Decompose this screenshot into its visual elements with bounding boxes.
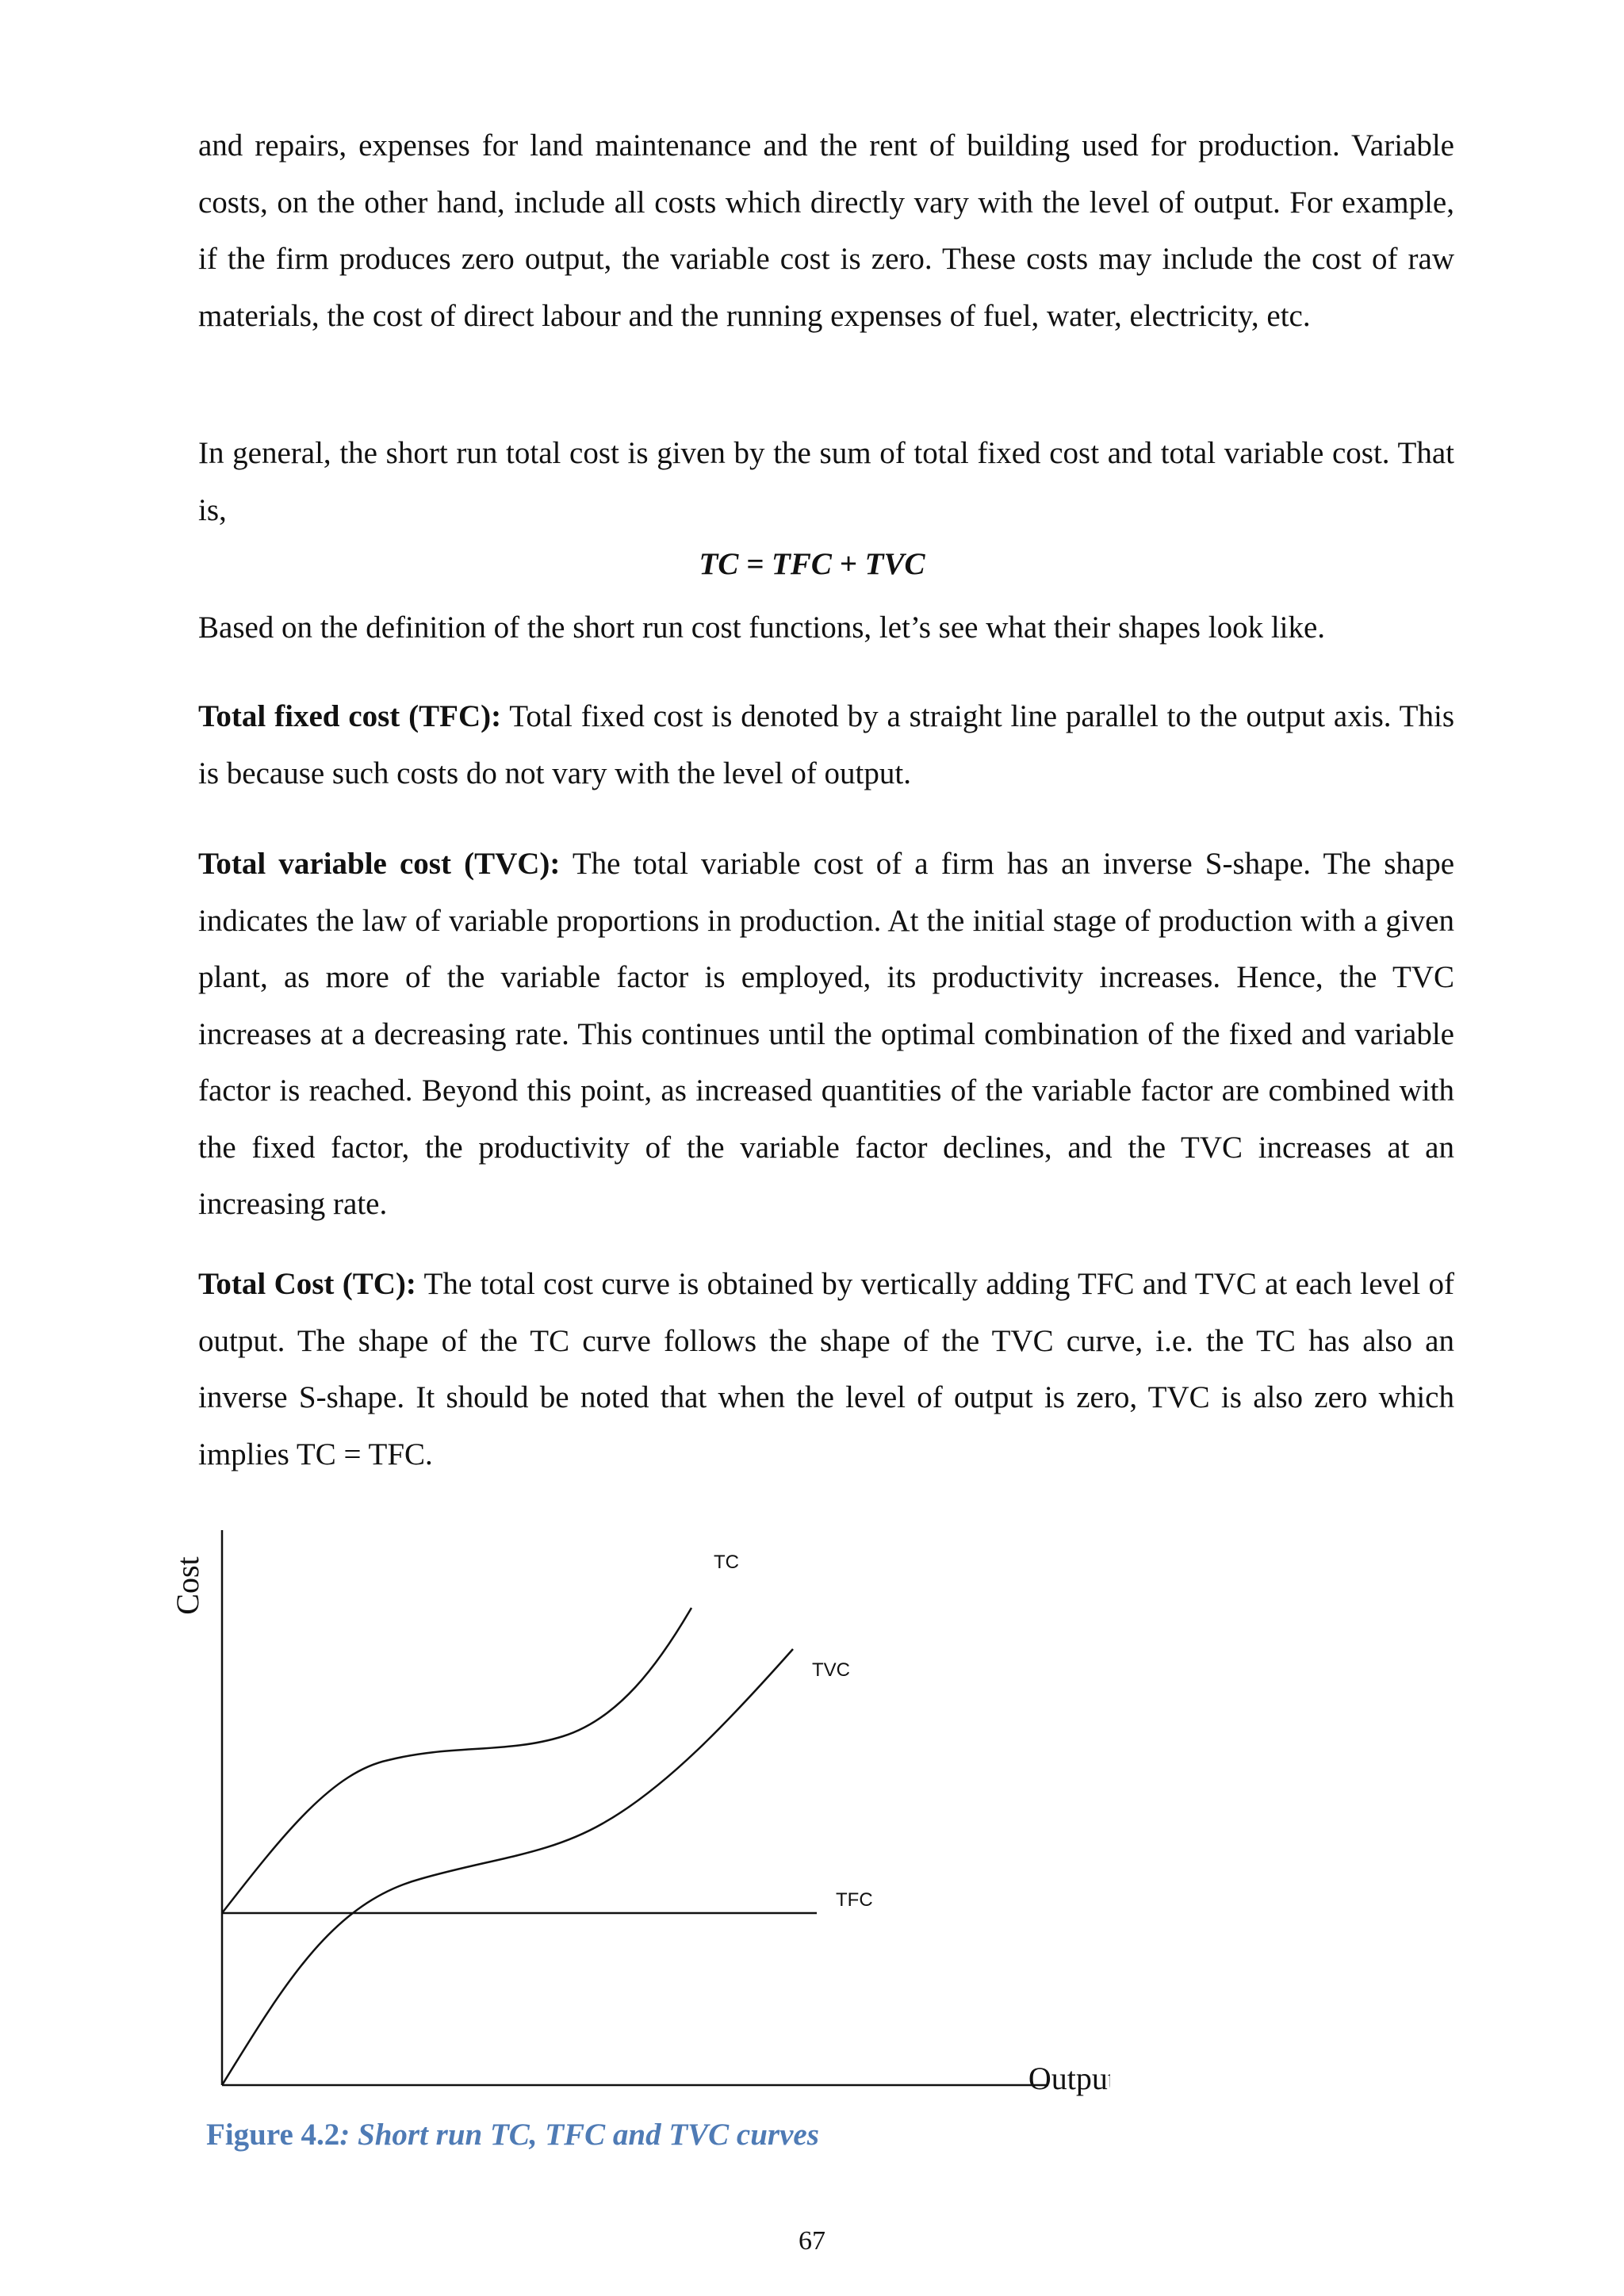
paragraph-tvc [198,836,1454,1233]
paragraph-variable-costs-text: and repairs, expenses for land maintenance and the rent of building used for production. Variable costs, on the other hand, include all costs which directly vary with the level of output. For example, if the firm produces zero output, the variable cost is zero. These costs may include the cost of raw materials, the cost of direct labour and the running expenses of fuel, water, electricity, etc. [198,128,1454,333]
tfc-heading: Total fixed cost (TFC): [198,699,502,733]
page-number: 67 [799,2226,825,2256]
tfc-text: Total fixed cost is denoted by a straight line parallel to the output axis. This is because such costs do not vary with the level of output. [198,699,1454,790]
figure-caption-text: : Short run TC, TFC and TVC curves [339,2118,819,2152]
tc-label: TC [714,1552,739,1573]
tvc-text: The total variable cost of a firm has an inverse S-shape. The shape indicates the law of variable proportions in production. At the initial stage of production with a given plant, as more of the variable factor is employed, its productivity increases. Hence, the TVC increases at a decreasing rate. This continues until the optimal combination of the fixed and variable factor is reached. Beyond this point, as increased quantities of the variable factor are combined with the fixed factor, the productivity of the variable factor declines, and the TVC increases at an increasing rate. [198,847,1455,1221]
tfc-label: TFC [836,1889,873,1911]
y-axis-label: Cost [170,1556,205,1615]
paragraph-shapes-intro-text: Based on the definition of the short run cost functions, let’s see what their shapes look like. [198,610,1326,645]
figure-caption [206,2117,819,2152]
figure-caption-prefix: Figure 4.2 [206,2118,340,2152]
paragraph-total-cost-sum [198,425,1454,538]
x-axis-label: Output [1028,2061,1110,2096]
paragraph-shapes-intro [198,599,1454,656]
tvc-label: TVC [812,1659,850,1681]
cost-curves-figure [159,1506,1110,2113]
tvc-heading: Total variable cost (TVC): [198,847,561,881]
paragraph-total-cost-sum-text: In general, the short run total cost is given by the sum of total fixed cost and total variable cost. That is, [198,436,1454,527]
tvc-curve [222,1649,793,2085]
cost-curves-svg [159,1506,1110,2109]
formula-tc: TC = TFC + TVC [699,547,925,581]
paragraph-tfc [198,688,1454,802]
tc-heading: Total Cost (TC): [198,1267,416,1301]
paragraph-variable-costs [198,117,1454,344]
tc-text: The total cost curve is obtained by vertically adding TFC and TVC at each level of output. The shape of the TC curve follows the shape of the TVC curve, i.e. the TC has also an inverse S-shape. It should be noted that when the level of output is zero, TVC is also zero which implies TC = TFC. [198,1267,1454,1471]
paragraph-tc [198,1256,1454,1483]
tc-curve [222,1608,691,1913]
